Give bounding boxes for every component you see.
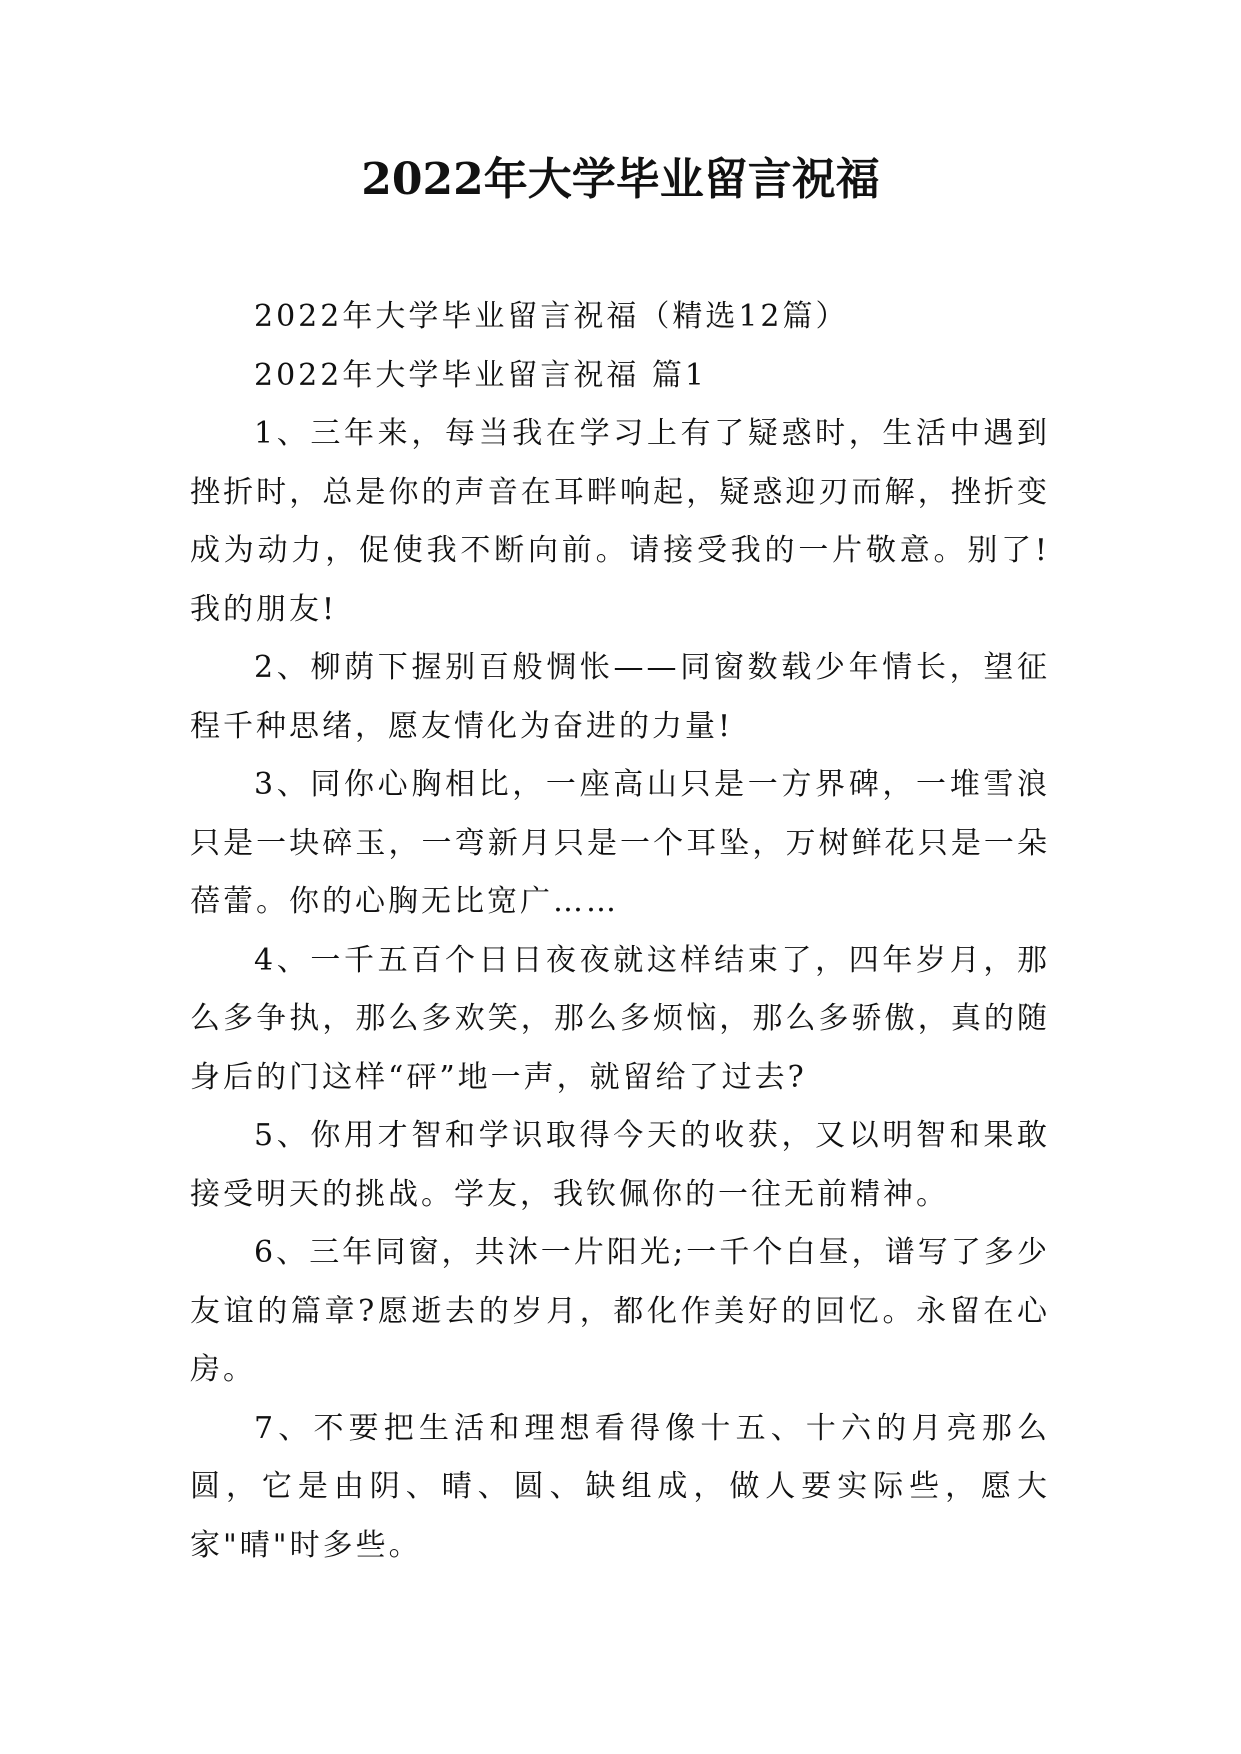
- paragraph-item-4: 4、一千五百个日日夜夜就这样结束了，四年岁月，那么多争执，那么多欢笑，那么多烦恼，那么多骄傲，真的随身后的门这样“砰”地一声，就留给了过去?: [190, 942, 1050, 1095]
- paragraph-item-7: 7、不要把生活和理想看得像十五、十六的月亮那么圆，它是由阴、晴、圆、缺组成，做人要实际些，愿大家"晴"时多些。: [190, 1410, 1050, 1563]
- document-title: 2022年大学毕业留言祝福: [361, 154, 880, 205]
- paragraph-item-1: 1、三年来，每当我在学习上有了疑惑时，生活中遇到挫折时，总是你的声音在耳畔响起，疑惑迎刃而解，挫折变成为动力，促使我不断向前。请接受我的一片敬意。别了!我的朋友!: [190, 416, 1050, 627]
- paragraph-item-3: 3、同你心胸相比，一座高山只是一方界碑，一堆雪浪只是一块碎玉，一弯新月只是一个耳坠，万树鲜花只是一朵蓓蕾。你的心胸无比宽广……: [190, 767, 1050, 919]
- document-body: [190, 288, 1050, 1575]
- paragraph-item-6: 6、三年同窗，共沐一片阳光;一千个白昼，谱写了多少友谊的篇章?愿逝去的岁月，都化作美好的回忆。永留在心房。: [190, 1235, 1050, 1387]
- paragraph-section-heading: 2022年大学毕业留言祝福 篇1: [254, 357, 707, 393]
- paragraph-subtitle: 2022年大学毕业留言祝福（精选12篇）: [254, 299, 849, 334]
- paragraph-item-2: 2、柳荫下握别百般惆怅——同窗数载少年情长，望征程千种思绪，愿友情化为奋进的力量!: [190, 650, 1050, 744]
- paragraph-item-5: 5、你用才智和学识取得今天的收获，又以明智和果敢接受明天的挑战。学友，我钦佩你的一往无前精神。: [190, 1118, 1050, 1212]
